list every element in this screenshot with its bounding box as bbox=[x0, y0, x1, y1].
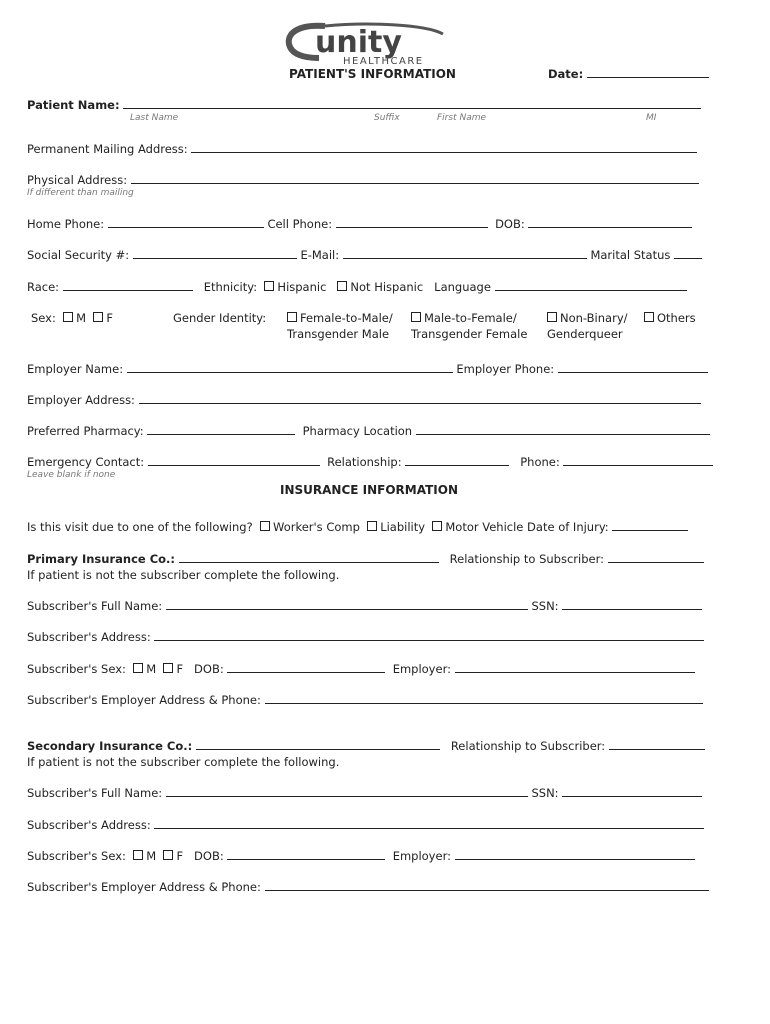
unity-healthcare-logo bbox=[285, 20, 451, 66]
hint-suffix: Suffix bbox=[374, 113, 400, 123]
not-hispanic-label: Not Hispanic bbox=[350, 280, 424, 294]
sub-name-label: Subscriber's Full Name: bbox=[27, 599, 163, 613]
race-row bbox=[27, 280, 687, 294]
secondary-sub-sex-row bbox=[27, 849, 695, 863]
ssn-label: Social Security #: bbox=[27, 248, 130, 262]
liability-label: Liability bbox=[380, 520, 426, 534]
secondary-sub-employer-field[interactable] bbox=[455, 849, 695, 860]
page-title: PATIENT'S INFORMATION bbox=[289, 67, 456, 81]
secondary-sub-employer-address-field[interactable] bbox=[265, 880, 709, 891]
employer-phone-field[interactable] bbox=[558, 362, 708, 373]
ftm-checkbox[interactable] bbox=[287, 312, 297, 322]
mtf-label-1: Male-to-Female/ bbox=[424, 311, 517, 325]
secondary-sub-name-row bbox=[27, 786, 702, 800]
emergency-row bbox=[27, 455, 713, 469]
primary-sub-address-field[interactable] bbox=[154, 630, 704, 641]
emergency-contact-field[interactable] bbox=[148, 455, 320, 466]
primary-sub-f-checkbox[interactable] bbox=[163, 663, 173, 673]
employer-address-label: Employer Address: bbox=[27, 393, 135, 407]
sub-dob-label: DOB: bbox=[194, 662, 224, 676]
sub-m-label: M bbox=[146, 849, 157, 863]
secondary-sub-name-field[interactable] bbox=[166, 786, 528, 797]
sub-sex-label: Subscriber's Sex: bbox=[27, 662, 126, 676]
primary-insurance-label: Primary Insurance Co.: bbox=[27, 552, 176, 566]
employer-row bbox=[27, 362, 708, 376]
date-label: Date: bbox=[548, 67, 584, 81]
pharmacy-location-field[interactable] bbox=[416, 424, 710, 435]
secondary-sub-ssn-field[interactable] bbox=[562, 786, 702, 797]
pharmacy-row bbox=[27, 424, 710, 438]
liability-checkbox[interactable] bbox=[367, 521, 377, 531]
primary-relationship-field[interactable] bbox=[608, 552, 704, 563]
primary-sub-ssn-field[interactable] bbox=[562, 599, 702, 610]
email-label: E-Mail: bbox=[300, 248, 340, 262]
primary-sub-sex-row bbox=[27, 662, 695, 676]
mailing-address-label: Permanent Mailing Address: bbox=[27, 142, 188, 156]
others-checkbox[interactable] bbox=[644, 312, 654, 322]
nb-label-2: Genderqueer bbox=[547, 327, 623, 341]
sub-ssn-label: SSN: bbox=[531, 786, 559, 800]
home-phone-label: Home Phone: bbox=[27, 217, 105, 231]
others-label: Others bbox=[657, 311, 696, 325]
gender-ftm-option bbox=[287, 311, 393, 325]
mtf-checkbox[interactable] bbox=[411, 312, 421, 322]
mailing-address-row bbox=[27, 142, 697, 156]
ethnicity-label: Ethnicity: bbox=[203, 280, 258, 294]
hispanic-checkbox[interactable] bbox=[264, 281, 274, 291]
hispanic-label: Hispanic bbox=[277, 280, 327, 294]
primary-note: If patient is not the subscriber complete the following. bbox=[27, 568, 340, 582]
marital-status-label: Marital Status bbox=[590, 248, 671, 262]
phone-label: Phone: bbox=[520, 455, 560, 469]
phones-row bbox=[27, 217, 692, 231]
primary-sub-employer-address-field[interactable] bbox=[265, 693, 703, 704]
sub-address-label: Subscriber's Address: bbox=[27, 818, 151, 832]
hint-mi: MI bbox=[646, 113, 657, 123]
employer-name-label: Employer Name: bbox=[27, 362, 124, 376]
sub-employer-label: Employer: bbox=[392, 849, 451, 863]
sub-employer-label: Employer: bbox=[392, 662, 451, 676]
sub-dob-label: DOB: bbox=[194, 849, 224, 863]
primary-relationship-label: Relationship to Subscriber: bbox=[449, 552, 604, 566]
visit-cause-row bbox=[27, 520, 688, 534]
primary-sub-employer-address-row bbox=[27, 693, 703, 707]
gender-nb-option bbox=[547, 311, 628, 325]
mtf-label-2: Transgender Female bbox=[411, 327, 528, 341]
secondary-note: If patient is not the subscriber complete the following. bbox=[27, 755, 340, 769]
emergency-contact-label: Emergency Contact: bbox=[27, 455, 145, 469]
relationship-field[interactable] bbox=[405, 455, 509, 466]
primary-sub-m-checkbox[interactable] bbox=[133, 663, 143, 673]
dob-label: DOB: bbox=[495, 217, 525, 231]
sub-address-label: Subscriber's Address: bbox=[27, 630, 151, 644]
secondary-insurance-label: Secondary Insurance Co.: bbox=[27, 739, 193, 753]
employer-address-field[interactable] bbox=[139, 393, 701, 404]
physical-address-row bbox=[27, 173, 699, 187]
gender-others-option bbox=[644, 311, 696, 325]
logo-subtitle: HEALTHCARE bbox=[343, 56, 424, 66]
employer-phone-label: Employer Phone: bbox=[456, 362, 555, 376]
secondary-insurance-row bbox=[27, 739, 705, 753]
secondary-sub-address-field[interactable] bbox=[154, 818, 704, 829]
sex-f-label: F bbox=[106, 311, 114, 325]
ftm-label-2: Transgender Male bbox=[287, 327, 390, 341]
date-row bbox=[548, 67, 709, 81]
not-hispanic-checkbox[interactable] bbox=[337, 281, 347, 291]
ssn-field[interactable] bbox=[133, 248, 297, 259]
gender-identity-label: Gender Identity: bbox=[173, 311, 267, 325]
visit-question: Is this visit due to one of the following? bbox=[27, 520, 253, 534]
cell-phone-field[interactable] bbox=[336, 217, 488, 228]
sex-label: Sex: bbox=[31, 311, 56, 325]
pharmacy-location-label: Pharmacy Location bbox=[302, 424, 413, 438]
ftm-label-1: Female-to-Male/ bbox=[300, 311, 393, 325]
patient-name-label: Patient Name: bbox=[27, 98, 120, 112]
pharmacy-field[interactable] bbox=[147, 424, 295, 435]
primary-insurance-field[interactable] bbox=[179, 552, 439, 563]
employer-name-field[interactable] bbox=[127, 362, 453, 373]
secondary-sub-address-row bbox=[27, 818, 704, 832]
home-phone-field[interactable] bbox=[108, 217, 264, 228]
primary-insurance-row bbox=[27, 552, 704, 566]
sex-m-label: M bbox=[76, 311, 87, 325]
workers-comp-label: Worker's Comp bbox=[273, 520, 360, 534]
workers-comp-checkbox[interactable] bbox=[260, 521, 270, 531]
secondary-sub-dob-field[interactable] bbox=[227, 849, 385, 860]
secondary-insurance-field[interactable] bbox=[196, 739, 440, 750]
sub-name-label: Subscriber's Full Name: bbox=[27, 786, 163, 800]
patient-name-row bbox=[27, 98, 701, 112]
sub-sex-label: Subscriber's Sex: bbox=[27, 849, 126, 863]
motor-vehicle-checkbox[interactable] bbox=[432, 521, 442, 531]
primary-sub-employer-field[interactable] bbox=[455, 662, 695, 673]
patient-name-field[interactable] bbox=[123, 98, 701, 109]
sex-row bbox=[31, 311, 113, 325]
secondary-sub-f-checkbox[interactable] bbox=[163, 850, 173, 860]
language-field[interactable] bbox=[495, 280, 687, 291]
hint-last-name: Last Name bbox=[130, 113, 179, 123]
sex-m-checkbox[interactable] bbox=[63, 312, 73, 322]
physical-address-label: Physical Address: bbox=[27, 173, 128, 187]
nb-label-1: Non-Binary/ bbox=[560, 311, 628, 325]
mailing-address-field[interactable] bbox=[191, 142, 697, 153]
hint-first-name: First Name bbox=[437, 113, 487, 123]
sex-f-checkbox[interactable] bbox=[93, 312, 103, 322]
relationship-label: Relationship: bbox=[327, 455, 402, 469]
secondary-relationship-label: Relationship to Subscriber: bbox=[450, 739, 606, 753]
secondary-sub-m-checkbox[interactable] bbox=[133, 850, 143, 860]
sub-m-label: M bbox=[146, 662, 157, 676]
ssn-email-row bbox=[27, 248, 702, 262]
emergency-phone-field[interactable] bbox=[563, 455, 713, 466]
secondary-relationship-field[interactable] bbox=[609, 739, 705, 750]
dob-field[interactable] bbox=[528, 217, 692, 228]
email-field[interactable] bbox=[343, 248, 587, 259]
emergency-hint: Leave blank if none bbox=[27, 470, 116, 480]
sub-emp-addr-label: Subscriber's Employer Address & Phone: bbox=[27, 880, 261, 894]
primary-sub-name-field[interactable] bbox=[166, 599, 528, 610]
nb-checkbox[interactable] bbox=[547, 312, 557, 322]
sub-emp-addr-label: Subscriber's Employer Address & Phone: bbox=[27, 693, 261, 707]
logo-word: unity bbox=[315, 25, 402, 60]
date-of-injury-field[interactable] bbox=[612, 520, 688, 531]
employer-address-row bbox=[27, 393, 701, 407]
race-label: Race: bbox=[27, 280, 60, 294]
sub-f-label: F bbox=[176, 849, 184, 863]
date-of-injury-label: Date of Injury: bbox=[527, 520, 609, 534]
sub-ssn-label: SSN: bbox=[531, 599, 559, 613]
gender-mtf-option bbox=[411, 311, 517, 325]
sub-f-label: F bbox=[176, 662, 184, 676]
insurance-title: INSURANCE INFORMATION bbox=[280, 483, 458, 497]
marital-status-field[interactable] bbox=[674, 248, 702, 259]
physical-address-hint: If different than mailing bbox=[27, 188, 134, 198]
pharmacy-label: Preferred Pharmacy: bbox=[27, 424, 144, 438]
primary-sub-dob-field[interactable] bbox=[227, 662, 385, 673]
race-field[interactable] bbox=[63, 280, 193, 291]
secondary-sub-employer-address-row bbox=[27, 880, 709, 894]
language-label: Language bbox=[434, 280, 491, 294]
cell-phone-label: Cell Phone: bbox=[267, 217, 333, 231]
primary-sub-name-row bbox=[27, 599, 702, 613]
date-field[interactable] bbox=[587, 67, 709, 78]
primary-sub-address-row bbox=[27, 630, 704, 644]
physical-address-field[interactable] bbox=[131, 173, 699, 184]
motor-vehicle-label: Motor Vehicle bbox=[445, 520, 524, 534]
